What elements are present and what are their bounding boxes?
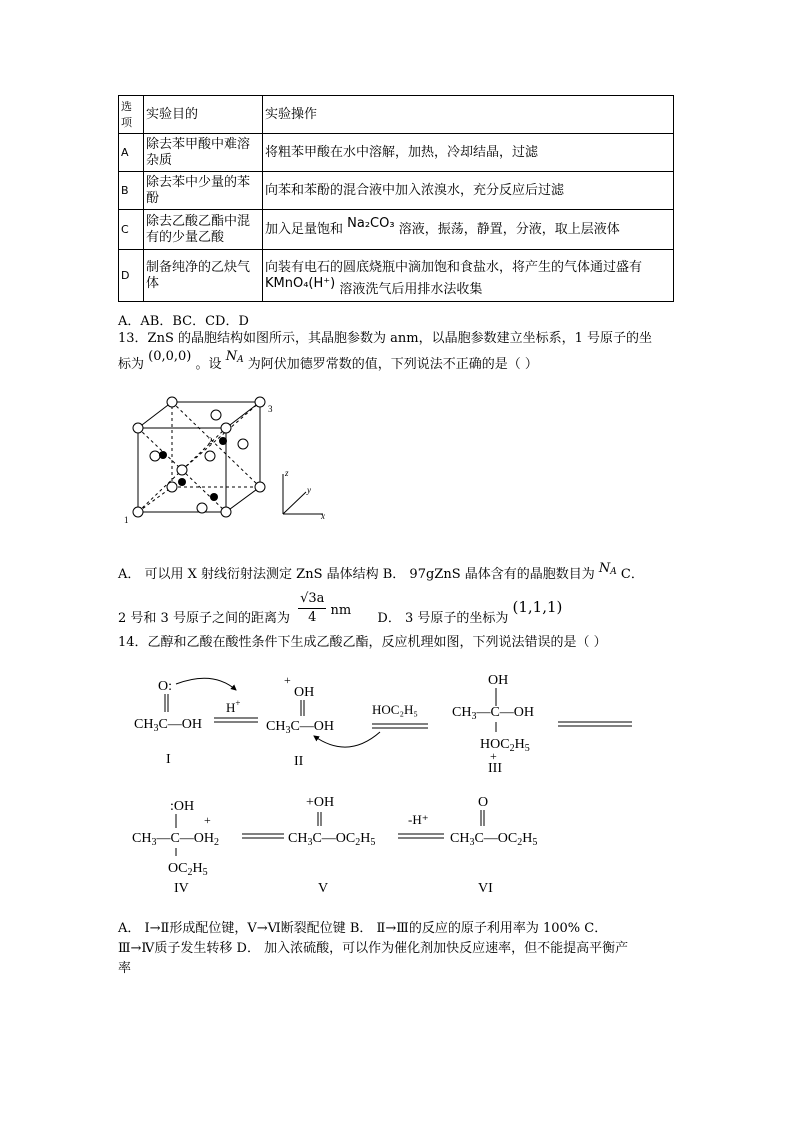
q13-text: 标为 [118, 357, 145, 372]
q13-option-c: 2 号和 3 号原子之间的距离为 [118, 611, 290, 626]
na-subscript: A [237, 355, 244, 365]
q13-text: 。设 [195, 357, 222, 372]
row-option: D [119, 250, 144, 302]
q13-stem-line1: 13．ZnS 的晶胞结构如图所示，其晶胞参数为 anm，以晶胞参数建立坐标系，1 号原子的坐 [118, 331, 652, 346]
svg-text:H+: H+ [226, 698, 241, 715]
svg-text:CH3C—OC2H5: $CH_3C—OC_2H_5$ [288, 831, 376, 848]
q13-option-a-b: A． 可以用 X 射线衍射法测定 ZnS 晶体结构 B． 97gZnS 晶体含有的晶胞数目为 [118, 567, 595, 582]
table-row [119, 134, 674, 172]
na-symbol: N [598, 561, 611, 576]
operation-text: 加入足量饱和 [265, 221, 344, 237]
svg-text:O: O [478, 795, 489, 810]
svg-text:CH3—C—OH: $CH_3—C—OH$ [452, 705, 535, 722]
q13-stem-line2 [118, 349, 538, 377]
row-operation [263, 210, 674, 250]
row-option: C [119, 210, 144, 250]
row-purpose: 除去苯甲酸中难溶杂质 [144, 134, 263, 172]
axis-z-label: z [285, 468, 289, 478]
q12-options: A．AB．BC．CD．D [118, 314, 249, 329]
svg-text:+: + [204, 813, 211, 827]
axis-x-label: x [321, 511, 325, 521]
fraction-numerator: √3a [298, 590, 326, 609]
distance-unit: nm [330, 603, 352, 618]
row-option: A [119, 134, 144, 172]
row-operation: 向苯和苯酚的混合液中加入浓溴水，充分反应后过滤 [263, 172, 674, 210]
na-symbol: N [225, 349, 238, 364]
formula-na2co3: Na₂CO₃ [347, 215, 395, 231]
axis-y-label: y [307, 485, 311, 495]
label-v: V [318, 881, 329, 896]
q14-options-line3: 率 [118, 961, 132, 976]
svg-text:CH3C—OH: $CH_3C—OH$ [134, 717, 203, 734]
operation-text: 向装有电石的圆底烧瓶中滴加饱和食盐水，将产生的气体通过盛有 [265, 259, 643, 275]
q14-options-line1: A． Ⅰ→Ⅱ形成配位键，Ⅴ→Ⅵ断裂配位键 B． Ⅱ→Ⅲ的反应的原子利用率为 100% C． [118, 921, 608, 936]
atom-label-1: 1 [124, 515, 129, 525]
label-ii: II [294, 754, 304, 769]
operation-text: 溶液，振荡，静置，分液，取上层液体 [398, 221, 620, 237]
row-purpose: 制备纯净的乙炔气体 [144, 250, 263, 302]
table-row [119, 250, 674, 302]
reagent-minus-h: -H⁺ [408, 812, 429, 827]
reagent-ethanol: HOC₂H₅ [372, 702, 418, 717]
row-purpose: 除去苯中少量的苯酚 [144, 172, 263, 210]
q14-stem: 14．乙醇和乙酸在酸性条件下生成乙酸乙酯，反应机理如图，下列说法错误的是（ ） [118, 635, 607, 650]
svg-text:OH: OH [488, 673, 509, 688]
svg-text:+: + [284, 673, 291, 687]
row-purpose: 除去乙酸乙酯中混有的少量乙酸 [144, 210, 263, 250]
header-purpose: 实验目的 [144, 96, 263, 134]
table-header-row [119, 96, 674, 134]
svg-text:CH3C—OC2H5: $CH_3C—OC_2H_5$ [450, 831, 538, 848]
label-i: I [166, 752, 171, 767]
atom-label-3: 3 [268, 404, 273, 414]
svg-text::OH: :OH [170, 799, 195, 814]
row-operation: 将粗苯甲酸在水中溶解，加热，冷却结晶，过滤 [263, 134, 674, 172]
q13-option-d: D． 3 号原子的坐标为 [377, 611, 509, 626]
na-subscript: A [610, 567, 617, 577]
row-operation [263, 250, 674, 302]
svg-text:CH3C—OH: $CH_3C—OH$ [266, 719, 335, 736]
table-row [119, 172, 674, 210]
q13-option-c-label: C． [620, 567, 644, 582]
svg-text:OH: OH [294, 685, 315, 700]
label-iii: III [488, 761, 502, 776]
row-option: B [119, 172, 144, 210]
distance-fraction [298, 590, 326, 627]
q14-options-line2: Ⅲ→Ⅳ质子发生转移 D． 加入浓硫酸，可以作为催化剂加快反应速率，但不能提高平衡产 [118, 941, 629, 956]
fraction-denominator: 4 [308, 610, 317, 625]
label-vi: VI [478, 881, 493, 896]
label-iv: IV [174, 881, 189, 896]
coord-atom3: (1,1,1) [512, 598, 563, 616]
svg-text:CH3—C—OH2: $CH_3—C—OH_2$ [132, 831, 220, 848]
q13-options-line1 [118, 561, 644, 587]
experiment-table [118, 95, 674, 302]
q13-text: 为阿伏加德罗常数的值，下列说法不正确的是（ ） [247, 357, 538, 372]
header-option: 选项 [119, 96, 144, 134]
coord-origin: (0,0,0) [148, 349, 192, 364]
table-row [119, 210, 674, 250]
formula-kmno4: KMnO₄(H⁺) [265, 275, 336, 291]
svg-text:+OH: +OH [306, 795, 335, 810]
svg-text:HOC2H5: $HOC_2H_5$ [480, 737, 530, 754]
svg-text:+: + [490, 749, 497, 763]
q13-options-line2 [118, 590, 562, 626]
esterification-mechanism-figure [118, 660, 658, 900]
zns-unit-cell-figure [118, 392, 333, 532]
operation-text: 溶液洗气后用排水法收集 [339, 281, 483, 297]
svg-text:O:: O: [158, 679, 172, 694]
header-operation: 实验操作 [263, 96, 674, 134]
svg-text:OC2H5: $OC_2H_5$ [168, 861, 208, 878]
atom-label-2: 2 [208, 436, 213, 446]
